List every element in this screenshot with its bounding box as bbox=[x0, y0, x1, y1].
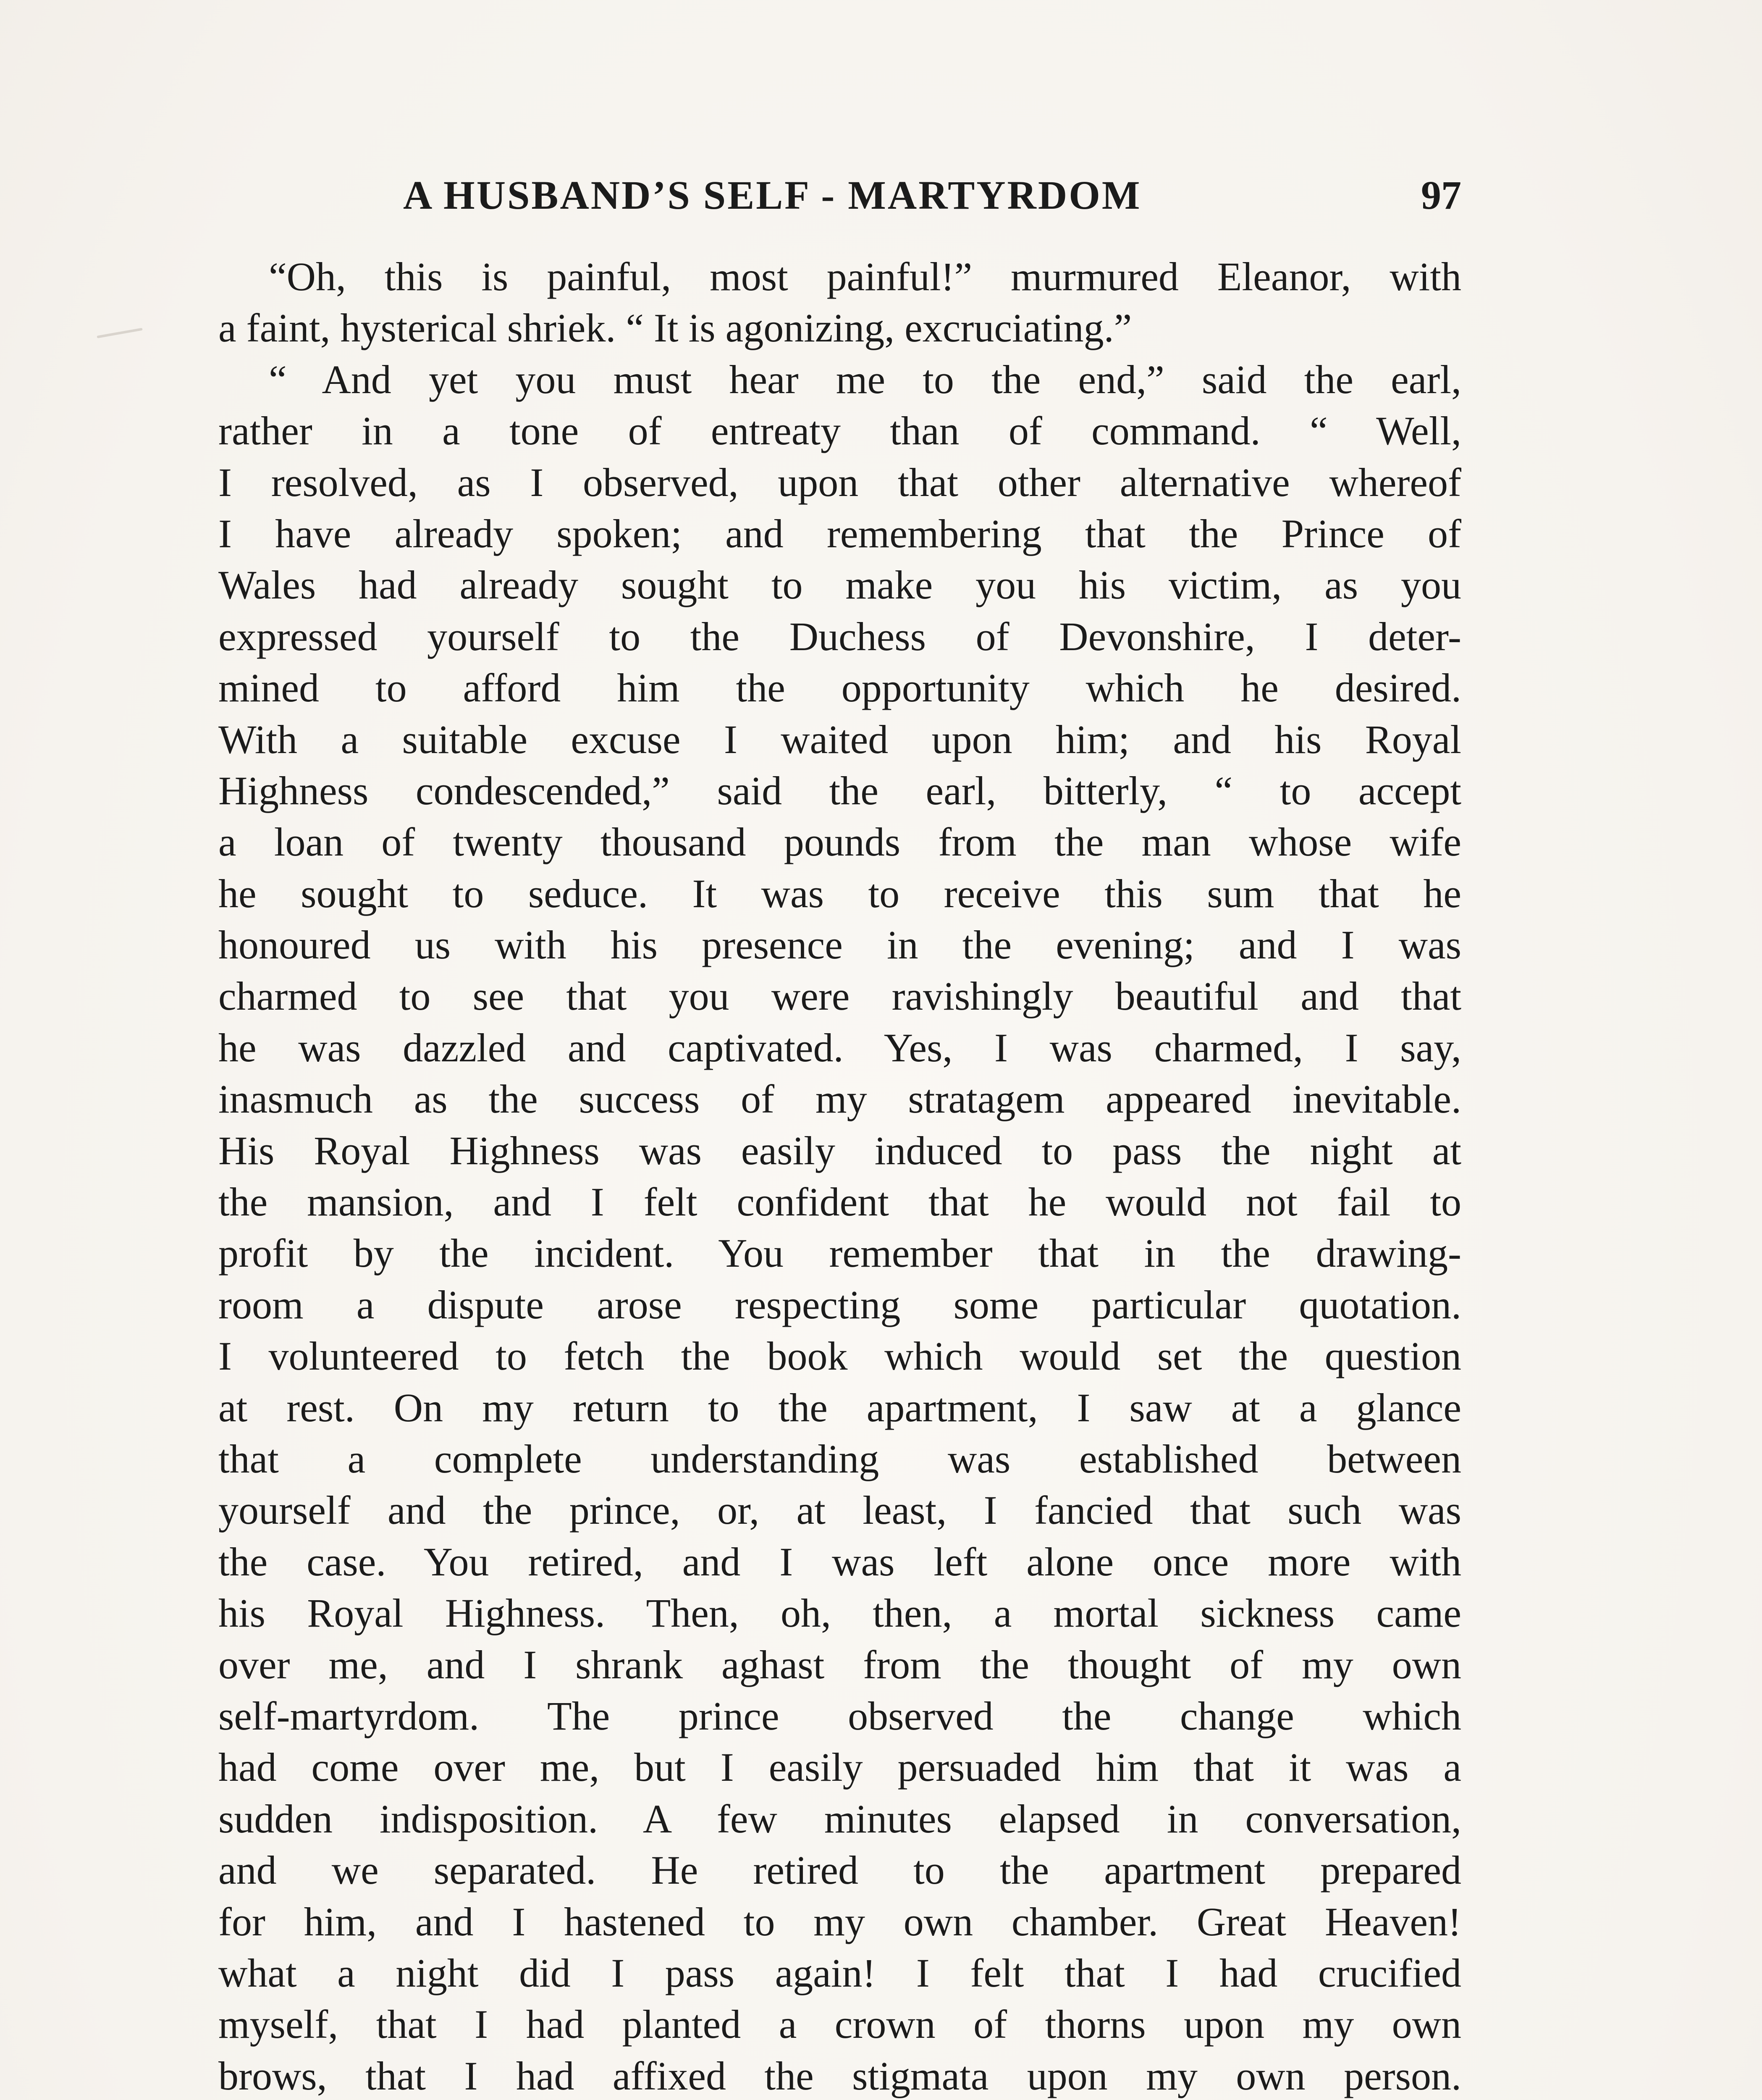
text-line: brows, that I had affixed the stigmata upon my own person. bbox=[218, 2053, 1461, 2098]
text-line: room a dispute arose respecting some particular quotation. bbox=[218, 1282, 1461, 1327]
text-line: myself, that I had planted a crown of thorns upon my own bbox=[218, 2002, 1461, 2047]
text-line: sudden indisposition. A few minutes elapsed in conversation, bbox=[218, 1796, 1461, 1841]
text-line: With a suitable excuse I waited upon him; and his Royal bbox=[218, 717, 1461, 762]
page-number: 97 bbox=[1421, 173, 1461, 218]
text-line: His Royal Highness was easily induced to pass the night at bbox=[218, 1128, 1461, 1173]
text-line: Wales had already sought to make you his victim, as you bbox=[218, 562, 1461, 608]
text-line: charmed to see that you were ravishingly beautiful and that bbox=[218, 974, 1461, 1019]
text-line: the case. You retired, and I was left alone once more with bbox=[218, 1539, 1461, 1584]
text-line: his Royal Highness. Then, oh, then, a mortal sickness came bbox=[218, 1591, 1461, 1636]
text-line: had come over me, but I easily persuaded him that it was a bbox=[218, 1745, 1461, 1790]
text-line: I have already spoken; and remembering that the Prince of bbox=[218, 511, 1461, 556]
body-text bbox=[218, 251, 1461, 2100]
text-line: “ And yet you must hear me to the end,” said the earl, bbox=[269, 357, 1461, 402]
text-line: yourself and the prince, or, at least, I fancied that such was bbox=[218, 1488, 1461, 1533]
text-line: what a night did I pass again! I felt that I had crucified bbox=[218, 1950, 1461, 1995]
text-line: that a complete understanding was established between bbox=[218, 1436, 1461, 1481]
text-line: Highness condescended,” said the earl, bitterly, “ to accept bbox=[218, 768, 1461, 813]
text-line: expressed yourself to the Duchess of Devonshire, I deter- bbox=[218, 614, 1461, 659]
text-line: he was dazzled and captivated. Yes, I was charmed, I say, bbox=[218, 1025, 1461, 1070]
text-line: and we separated. He retired to the apartment prepared bbox=[218, 1848, 1461, 1893]
text-line: self-martyrdom. The prince observed the change which bbox=[218, 1693, 1461, 1738]
text-line: the mansion, and I felt confident that he would not fail to bbox=[218, 1179, 1461, 1225]
running-title: A HUSBAND’S SELF - MARTYRDOM bbox=[403, 173, 1142, 218]
text-line: “Oh, this is painful, most painful!” murmured Eleanor, with bbox=[269, 254, 1461, 299]
text-line: he sought to seduce. It was to receive this sum that he bbox=[218, 871, 1461, 916]
text-line: for him, and I hastened to my own chamber. Great Heaven! bbox=[218, 1899, 1461, 1944]
text-line: over me, and I shrank aghast from the thought of my own bbox=[218, 1642, 1461, 1687]
text-line: profit by the incident. You remember that in the drawing- bbox=[218, 1231, 1461, 1276]
margin-pencil-mark bbox=[97, 328, 142, 338]
text-line: rather in a tone of entreaty than of command. “ Well, bbox=[218, 408, 1461, 454]
text-line: a loan of twenty thousand pounds from the man whose wife bbox=[218, 819, 1461, 865]
text-line: at rest. On my return to the apartment, I saw at a glance bbox=[218, 1385, 1461, 1430]
page-header bbox=[218, 168, 1461, 223]
text-line: honoured us with his presence in the evening; and I was bbox=[218, 922, 1461, 968]
text-line: inasmuch as the success of my stratagem appeared inevitable. bbox=[218, 1076, 1461, 1122]
text-line: I volunteered to fetch the book which would set the question bbox=[218, 1334, 1461, 1379]
text-line: a faint, hysterical shriek. “ It is agonizing, excruciating.” bbox=[218, 305, 1132, 351]
text-line: I resolved, as I observed, upon that other alternative whereof bbox=[218, 459, 1461, 505]
text-line: mined to afford him the opportunity which he desired. bbox=[218, 665, 1461, 711]
